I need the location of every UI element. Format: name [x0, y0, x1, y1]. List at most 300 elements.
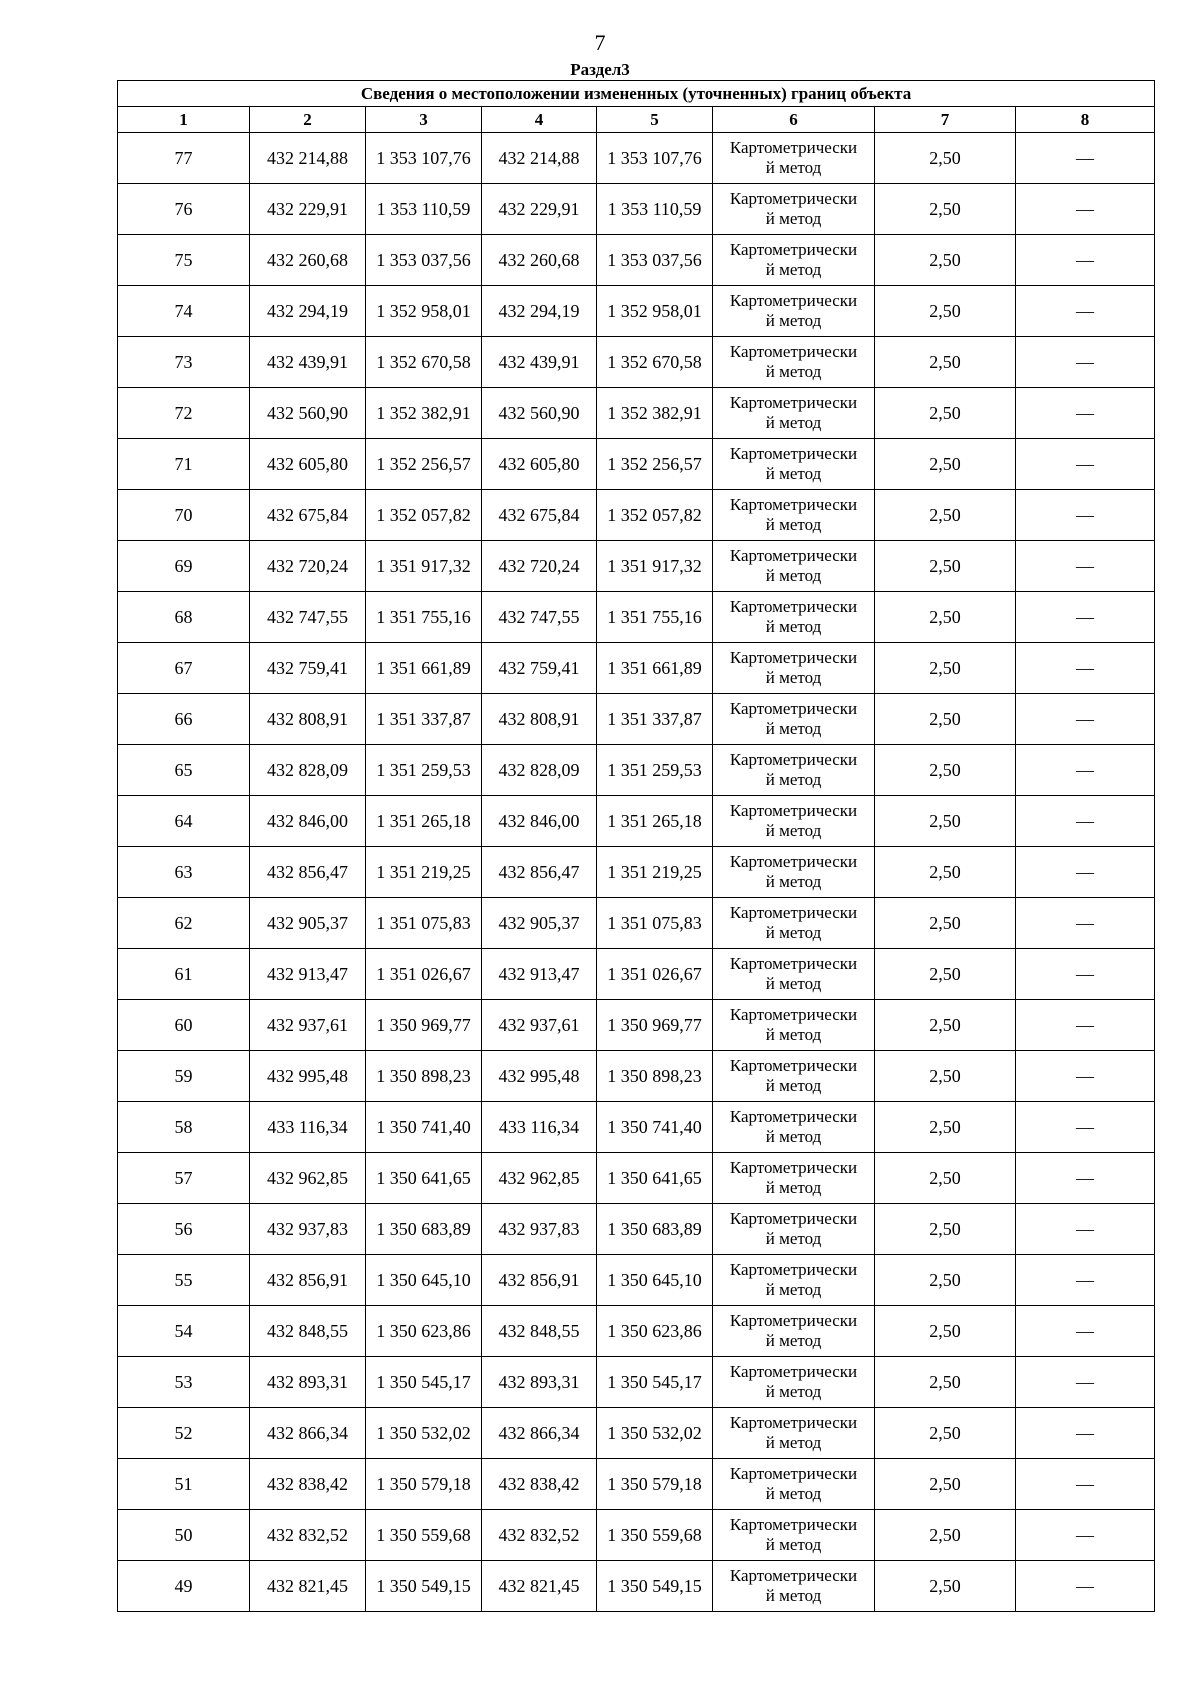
existing-y-cell: 1 353 037,56 [366, 235, 482, 286]
table-caption: Сведения о местоположении измененных (уточненных) границ объекта [118, 81, 1155, 107]
table-row [118, 286, 1155, 337]
refined-y-cell: 1 352 382,91 [597, 388, 713, 439]
point-number-cell: 70 [118, 490, 250, 541]
table-row [118, 1051, 1155, 1102]
refined-y-cell: 1 353 037,56 [597, 235, 713, 286]
method-cell [713, 235, 875, 286]
refined-x-cell: 432 856,47 [482, 847, 597, 898]
table-row [118, 1306, 1155, 1357]
existing-x-cell: 432 866,34 [250, 1408, 366, 1459]
note-cell: — [1016, 745, 1155, 796]
method-line-1: Картометрически [729, 1413, 858, 1432]
refined-y-cell: 1 352 670,58 [597, 337, 713, 388]
existing-x-cell: 432 937,61 [250, 1000, 366, 1051]
point-number-cell: 60 [118, 1000, 250, 1051]
column-header: 6 [713, 107, 875, 133]
note-cell: — [1016, 643, 1155, 694]
point-number-cell: 71 [118, 439, 250, 490]
existing-x-cell: 432 905,37 [250, 898, 366, 949]
note-cell: — [1016, 1255, 1155, 1306]
note-cell: — [1016, 949, 1155, 1000]
method-line-2: й метод [765, 821, 822, 840]
method-line-2: й метод [765, 311, 822, 330]
refined-x-cell: 432 962,85 [482, 1153, 597, 1204]
method-line-1: Картометрически [729, 393, 858, 412]
existing-y-cell: 1 350 579,18 [366, 1459, 482, 1510]
refined-x-cell: 432 838,42 [482, 1459, 597, 1510]
refined-x-cell: 432 856,91 [482, 1255, 597, 1306]
table-row [118, 949, 1155, 1000]
column-header: 7 [875, 107, 1016, 133]
accuracy-cell: 2,50 [875, 949, 1016, 1000]
existing-y-cell: 1 352 382,91 [366, 388, 482, 439]
refined-y-cell: 1 350 549,15 [597, 1561, 713, 1612]
note-cell: — [1016, 541, 1155, 592]
point-number-cell: 72 [118, 388, 250, 439]
existing-x-cell: 432 747,55 [250, 592, 366, 643]
method-line-2: й метод [765, 515, 822, 534]
method-line-2: й метод [765, 1178, 822, 1197]
refined-x-cell: 432 808,91 [482, 694, 597, 745]
accuracy-cell: 2,50 [875, 286, 1016, 337]
table-row [118, 1357, 1155, 1408]
existing-y-cell: 1 350 559,68 [366, 1510, 482, 1561]
refined-y-cell: 1 352 057,82 [597, 490, 713, 541]
table-row [118, 1204, 1155, 1255]
accuracy-cell: 2,50 [875, 1000, 1016, 1051]
method-line-1: Картометрически [729, 138, 858, 157]
refined-y-cell: 1 350 545,17 [597, 1357, 713, 1408]
refined-x-cell: 432 848,55 [482, 1306, 597, 1357]
point-number-cell: 67 [118, 643, 250, 694]
table-row [118, 1102, 1155, 1153]
method-line-2: й метод [765, 974, 822, 993]
method-line-2: й метод [765, 719, 822, 738]
existing-y-cell: 1 353 107,76 [366, 133, 482, 184]
method-cell [713, 745, 875, 796]
existing-x-cell: 432 828,09 [250, 745, 366, 796]
method-line-2: й метод [765, 1535, 822, 1554]
accuracy-cell: 2,50 [875, 337, 1016, 388]
refined-x-cell: 432 995,48 [482, 1051, 597, 1102]
method-line-1: Картометрически [729, 648, 858, 667]
table-row [118, 184, 1155, 235]
refined-y-cell: 1 350 623,86 [597, 1306, 713, 1357]
existing-y-cell: 1 350 532,02 [366, 1408, 482, 1459]
point-number-cell: 50 [118, 1510, 250, 1561]
method-line-2: й метод [765, 923, 822, 942]
accuracy-cell: 2,50 [875, 1561, 1016, 1612]
table-row [118, 337, 1155, 388]
refined-x-cell: 432 560,90 [482, 388, 597, 439]
method-cell [713, 1153, 875, 1204]
method-line-2: й метод [765, 872, 822, 891]
note-cell: — [1016, 1051, 1155, 1102]
method-line-1: Картометрически [729, 903, 858, 922]
method-line-2: й метод [765, 413, 822, 432]
method-line-2: й метод [765, 1331, 822, 1350]
accuracy-cell: 2,50 [875, 1255, 1016, 1306]
method-line-2: й метод [765, 1484, 822, 1503]
column-header: 3 [366, 107, 482, 133]
column-header: 8 [1016, 107, 1155, 133]
table-row [118, 490, 1155, 541]
table-body [118, 133, 1155, 1612]
refined-y-cell: 1 350 645,10 [597, 1255, 713, 1306]
table-row [118, 694, 1155, 745]
table-row [118, 1408, 1155, 1459]
accuracy-cell: 2,50 [875, 133, 1016, 184]
method-cell [713, 847, 875, 898]
note-cell: — [1016, 1306, 1155, 1357]
point-number-cell: 49 [118, 1561, 250, 1612]
method-cell [713, 286, 875, 337]
method-cell [713, 490, 875, 541]
method-line-2: й метод [765, 1229, 822, 1248]
existing-y-cell: 1 352 670,58 [366, 337, 482, 388]
table-row [118, 235, 1155, 286]
accuracy-cell: 2,50 [875, 592, 1016, 643]
accuracy-cell: 2,50 [875, 1357, 1016, 1408]
refined-y-cell: 1 351 661,89 [597, 643, 713, 694]
note-cell: — [1016, 1561, 1155, 1612]
method-line-1: Картометрически [729, 342, 858, 361]
refined-y-cell: 1 351 259,53 [597, 745, 713, 796]
existing-y-cell: 1 350 741,40 [366, 1102, 482, 1153]
accuracy-cell: 2,50 [875, 439, 1016, 490]
note-cell: — [1016, 847, 1155, 898]
table-caption-row [118, 81, 1155, 107]
note-cell: — [1016, 1000, 1155, 1051]
accuracy-cell: 2,50 [875, 388, 1016, 439]
method-cell [713, 796, 875, 847]
accuracy-cell: 2,50 [875, 643, 1016, 694]
method-cell [713, 439, 875, 490]
method-line-1: Картометрически [729, 495, 858, 514]
point-number-cell: 53 [118, 1357, 250, 1408]
method-line-2: й метод [765, 1280, 822, 1299]
existing-y-cell: 1 351 917,32 [366, 541, 482, 592]
page-number: 7 [594, 30, 606, 55]
existing-y-cell: 1 350 549,15 [366, 1561, 482, 1612]
point-number-cell: 55 [118, 1255, 250, 1306]
method-line-1: Картометрически [729, 801, 858, 820]
refined-y-cell: 1 352 256,57 [597, 439, 713, 490]
column-header: 1 [118, 107, 250, 133]
refined-y-cell: 1 350 641,65 [597, 1153, 713, 1204]
note-cell: — [1016, 1204, 1155, 1255]
method-line-1: Картометрически [729, 444, 858, 463]
refined-y-cell: 1 353 107,76 [597, 133, 713, 184]
refined-x-cell: 432 294,19 [482, 286, 597, 337]
point-number-cell: 68 [118, 592, 250, 643]
existing-x-cell: 432 675,84 [250, 490, 366, 541]
table-row [118, 745, 1155, 796]
refined-x-cell: 432 846,00 [482, 796, 597, 847]
point-number-cell: 65 [118, 745, 250, 796]
note-cell: — [1016, 1102, 1155, 1153]
refined-x-cell: 433 116,34 [482, 1102, 597, 1153]
refined-x-cell: 432 260,68 [482, 235, 597, 286]
method-line-1: Картометрически [729, 1311, 858, 1330]
method-cell [713, 592, 875, 643]
refined-x-cell: 432 828,09 [482, 745, 597, 796]
method-line-1: Картометрически [729, 546, 858, 565]
point-number-cell: 77 [118, 133, 250, 184]
refined-y-cell: 1 351 755,16 [597, 592, 713, 643]
refined-y-cell: 1 350 532,02 [597, 1408, 713, 1459]
existing-y-cell: 1 350 645,10 [366, 1255, 482, 1306]
method-line-1: Картометрически [729, 291, 858, 310]
method-line-1: Картометрически [729, 1107, 858, 1126]
table-row [118, 1000, 1155, 1051]
refined-x-cell: 432 747,55 [482, 592, 597, 643]
existing-x-cell: 432 214,88 [250, 133, 366, 184]
point-number-cell: 51 [118, 1459, 250, 1510]
refined-y-cell: 1 351 219,25 [597, 847, 713, 898]
method-line-2: й метод [765, 209, 822, 228]
existing-x-cell: 432 893,31 [250, 1357, 366, 1408]
note-cell: — [1016, 1459, 1155, 1510]
refined-y-cell: 1 350 969,77 [597, 1000, 713, 1051]
existing-y-cell: 1 351 259,53 [366, 745, 482, 796]
point-number-cell: 61 [118, 949, 250, 1000]
refined-y-cell: 1 350 741,40 [597, 1102, 713, 1153]
method-cell [713, 1459, 875, 1510]
column-header: 5 [597, 107, 713, 133]
method-line-1: Картометрически [729, 240, 858, 259]
note-cell: — [1016, 796, 1155, 847]
method-line-2: й метод [765, 1025, 822, 1044]
accuracy-cell: 2,50 [875, 1408, 1016, 1459]
method-cell [713, 1408, 875, 1459]
method-cell [713, 1306, 875, 1357]
note-cell: — [1016, 184, 1155, 235]
method-line-1: Картометрически [729, 1362, 858, 1381]
refined-y-cell: 1 350 683,89 [597, 1204, 713, 1255]
note-cell: — [1016, 898, 1155, 949]
point-number-cell: 57 [118, 1153, 250, 1204]
refined-y-cell: 1 350 579,18 [597, 1459, 713, 1510]
accuracy-cell: 2,50 [875, 184, 1016, 235]
existing-x-cell: 432 846,00 [250, 796, 366, 847]
existing-y-cell: 1 352 958,01 [366, 286, 482, 337]
existing-x-cell: 432 439,91 [250, 337, 366, 388]
method-cell [713, 184, 875, 235]
note-cell: — [1016, 286, 1155, 337]
method-line-2: й метод [765, 617, 822, 636]
existing-x-cell: 432 294,19 [250, 286, 366, 337]
point-number-cell: 64 [118, 796, 250, 847]
table-row [118, 388, 1155, 439]
existing-x-cell: 432 821,45 [250, 1561, 366, 1612]
refined-y-cell: 1 350 559,68 [597, 1510, 713, 1561]
table-row [118, 1153, 1155, 1204]
point-number-cell: 56 [118, 1204, 250, 1255]
note-cell: — [1016, 337, 1155, 388]
refined-y-cell: 1 350 898,23 [597, 1051, 713, 1102]
existing-y-cell: 1 352 256,57 [366, 439, 482, 490]
method-cell [713, 694, 875, 745]
accuracy-cell: 2,50 [875, 1306, 1016, 1357]
refined-x-cell: 432 937,83 [482, 1204, 597, 1255]
point-number-cell: 75 [118, 235, 250, 286]
method-line-1: Картометрически [729, 852, 858, 871]
table-row [118, 643, 1155, 694]
table-row [118, 541, 1155, 592]
refined-x-cell: 432 675,84 [482, 490, 597, 541]
accuracy-cell: 2,50 [875, 1153, 1016, 1204]
accuracy-cell: 2,50 [875, 541, 1016, 592]
existing-y-cell: 1 353 110,59 [366, 184, 482, 235]
method-line-1: Картометрически [729, 1464, 858, 1483]
method-line-1: Картометрически [729, 597, 858, 616]
method-line-1: Картометрически [729, 1209, 858, 1228]
refined-x-cell: 432 720,24 [482, 541, 597, 592]
method-line-1: Картометрически [729, 1515, 858, 1534]
method-line-1: Картометрически [729, 954, 858, 973]
refined-x-cell: 432 832,52 [482, 1510, 597, 1561]
accuracy-cell: 2,50 [875, 1102, 1016, 1153]
point-number-cell: 58 [118, 1102, 250, 1153]
accuracy-cell: 2,50 [875, 1510, 1016, 1561]
existing-x-cell: 432 962,85 [250, 1153, 366, 1204]
existing-y-cell: 1 350 969,77 [366, 1000, 482, 1051]
note-cell: — [1016, 592, 1155, 643]
method-line-1: Картометрически [729, 1566, 858, 1585]
method-line-2: й метод [765, 1076, 822, 1095]
method-line-1: Картометрически [729, 750, 858, 769]
point-number-cell: 52 [118, 1408, 250, 1459]
method-line-2: й метод [765, 158, 822, 177]
point-number-cell: 63 [118, 847, 250, 898]
existing-y-cell: 1 351 661,89 [366, 643, 482, 694]
method-line-1: Картометрически [729, 189, 858, 208]
point-number-cell: 73 [118, 337, 250, 388]
table-row [118, 592, 1155, 643]
column-header: 4 [482, 107, 597, 133]
method-line-2: й метод [765, 770, 822, 789]
method-cell [713, 388, 875, 439]
method-cell [713, 1051, 875, 1102]
refined-y-cell: 1 351 265,18 [597, 796, 713, 847]
method-cell [713, 1357, 875, 1408]
existing-y-cell: 1 351 337,87 [366, 694, 482, 745]
existing-y-cell: 1 351 219,25 [366, 847, 482, 898]
method-line-1: Картометрически [729, 1056, 858, 1075]
existing-x-cell: 432 560,90 [250, 388, 366, 439]
accuracy-cell: 2,50 [875, 847, 1016, 898]
note-cell: — [1016, 439, 1155, 490]
existing-y-cell: 1 350 641,65 [366, 1153, 482, 1204]
method-line-2: й метод [765, 668, 822, 687]
existing-x-cell: 432 229,91 [250, 184, 366, 235]
refined-x-cell: 432 605,80 [482, 439, 597, 490]
point-number-cell: 66 [118, 694, 250, 745]
accuracy-cell: 2,50 [875, 1051, 1016, 1102]
method-line-1: Картометрически [729, 1260, 858, 1279]
refined-y-cell: 1 351 075,83 [597, 898, 713, 949]
method-cell [713, 541, 875, 592]
note-cell: — [1016, 1153, 1155, 1204]
method-line-2: й метод [765, 1433, 822, 1452]
method-line-1: Картометрически [729, 1158, 858, 1177]
existing-y-cell: 1 352 057,82 [366, 490, 482, 541]
refined-y-cell: 1 351 337,87 [597, 694, 713, 745]
column-header: 2 [250, 107, 366, 133]
refined-x-cell: 432 439,91 [482, 337, 597, 388]
refined-x-cell: 432 893,31 [482, 1357, 597, 1408]
table-row [118, 1561, 1155, 1612]
section-title: Раздел3 [570, 60, 630, 79]
method-cell [713, 1000, 875, 1051]
refined-x-cell: 432 821,45 [482, 1561, 597, 1612]
method-cell [713, 1561, 875, 1612]
table-row [118, 1459, 1155, 1510]
existing-x-cell: 432 832,52 [250, 1510, 366, 1561]
method-line-2: й метод [765, 464, 822, 483]
refined-y-cell: 1 351 026,67 [597, 949, 713, 1000]
existing-x-cell: 432 856,47 [250, 847, 366, 898]
point-number-cell: 62 [118, 898, 250, 949]
note-cell: — [1016, 1408, 1155, 1459]
point-number-cell: 69 [118, 541, 250, 592]
note-cell: — [1016, 1357, 1155, 1408]
point-number-cell: 76 [118, 184, 250, 235]
existing-y-cell: 1 351 075,83 [366, 898, 482, 949]
method-line-1: Картометрически [729, 1005, 858, 1024]
existing-x-cell: 432 856,91 [250, 1255, 366, 1306]
method-cell [713, 898, 875, 949]
accuracy-cell: 2,50 [875, 898, 1016, 949]
method-line-2: й метод [765, 362, 822, 381]
existing-x-cell: 432 995,48 [250, 1051, 366, 1102]
refined-x-cell: 432 214,88 [482, 133, 597, 184]
note-cell: — [1016, 490, 1155, 541]
refined-x-cell: 432 759,41 [482, 643, 597, 694]
existing-y-cell: 1 350 683,89 [366, 1204, 482, 1255]
existing-x-cell: 432 848,55 [250, 1306, 366, 1357]
refined-x-cell: 432 229,91 [482, 184, 597, 235]
existing-y-cell: 1 351 026,67 [366, 949, 482, 1000]
refined-x-cell: 432 866,34 [482, 1408, 597, 1459]
accuracy-cell: 2,50 [875, 235, 1016, 286]
accuracy-cell: 2,50 [875, 745, 1016, 796]
table-row [118, 796, 1155, 847]
existing-y-cell: 1 350 623,86 [366, 1306, 482, 1357]
table-header-row [118, 107, 1155, 133]
method-cell [713, 1204, 875, 1255]
existing-x-cell: 432 838,42 [250, 1459, 366, 1510]
existing-y-cell: 1 351 755,16 [366, 592, 482, 643]
existing-x-cell: 432 605,80 [250, 439, 366, 490]
note-cell: — [1016, 1510, 1155, 1561]
table-row [118, 898, 1155, 949]
coordinates-table [117, 80, 1155, 1612]
method-cell [713, 949, 875, 1000]
accuracy-cell: 2,50 [875, 490, 1016, 541]
accuracy-cell: 2,50 [875, 1459, 1016, 1510]
method-cell [713, 1102, 875, 1153]
accuracy-cell: 2,50 [875, 1204, 1016, 1255]
existing-x-cell: 432 260,68 [250, 235, 366, 286]
table-row [118, 1510, 1155, 1561]
existing-x-cell: 432 720,24 [250, 541, 366, 592]
method-line-1: Картометрически [729, 699, 858, 718]
method-cell [713, 337, 875, 388]
method-cell [713, 1255, 875, 1306]
accuracy-cell: 2,50 [875, 694, 1016, 745]
